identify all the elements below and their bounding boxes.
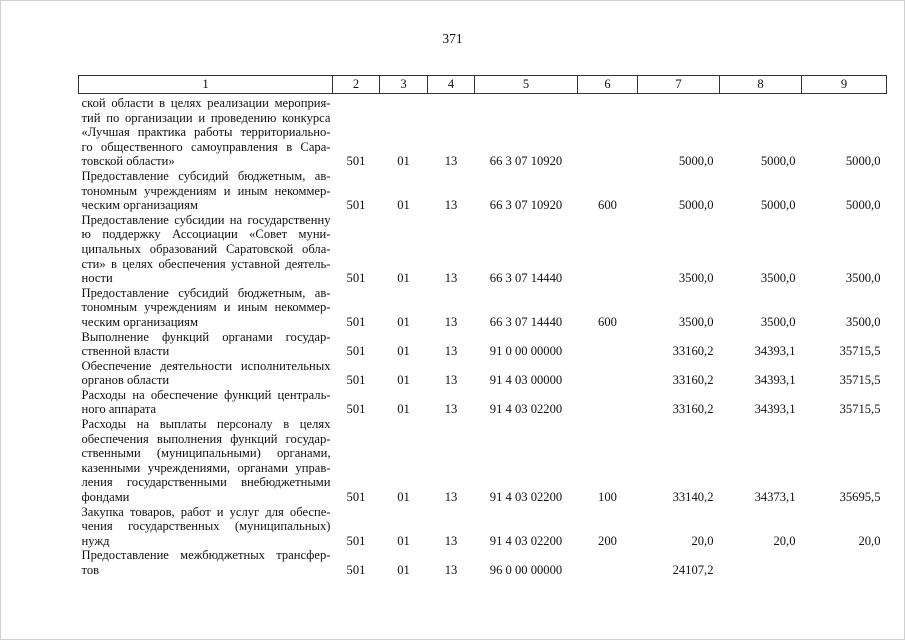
description-line: фондами <box>81 490 130 505</box>
table-row <box>79 330 887 359</box>
description-line: Предоставление субсидий бюджетным, ав- <box>81 285 331 300</box>
cell-razdel: 01 <box>397 533 410 548</box>
table-row <box>79 94 887 169</box>
cell-target: 91 4 03 00000 <box>489 373 563 388</box>
cell-year2: 34373,1 <box>754 490 796 505</box>
description-line: нужд <box>81 533 110 548</box>
cell-year2: 34393,1 <box>754 373 796 388</box>
cell-podrazdel: 13 <box>444 563 458 577</box>
cell-year3: 35695,5 <box>839 490 881 505</box>
table-row <box>79 286 887 330</box>
description-line: ности <box>81 271 113 286</box>
description-line: тономным учреждениям и иным некоммер- <box>81 300 331 315</box>
cell-target: 66 3 07 14440 <box>489 271 563 286</box>
cell-year2: 3500,0 <box>760 314 796 329</box>
cell-year2: 34393,1 <box>754 402 796 417</box>
description-line: Расходы на выплаты персоналу в целях <box>81 417 331 432</box>
cell-podrazdel: 13 <box>444 533 458 548</box>
cell-year1: 3500,0 <box>678 314 714 329</box>
table-row <box>79 359 887 388</box>
cell-year2: 3500,0 <box>760 271 796 286</box>
cell-year1: 33160,2 <box>672 344 714 359</box>
cell-podrazdel: 13 <box>444 373 458 388</box>
row-description <box>79 388 333 417</box>
description-line: Предоставление субсидий бюджетным, ав- <box>81 168 331 183</box>
cell-vid <box>578 359 638 388</box>
cell-podrazdel: 13 <box>444 490 458 505</box>
cell-year3 <box>802 548 887 577</box>
cell-target: 91 4 03 02200 <box>489 533 563 548</box>
description-line: тий по организации и проведению конкурса <box>81 110 331 125</box>
cell-year2: 20,0 <box>773 533 796 548</box>
cell-podrazdel: 13 <box>444 198 458 213</box>
description-line: органов области <box>81 373 170 388</box>
row-description <box>79 94 333 169</box>
table-row <box>79 417 887 505</box>
cell-razdel: 01 <box>397 198 410 213</box>
description-line: ления государственными внебюджетными <box>81 475 331 490</box>
row-description <box>79 359 333 388</box>
cell-vid <box>578 330 638 359</box>
table-row <box>79 213 887 286</box>
row-description <box>79 169 333 213</box>
description-line: ственной власти <box>81 344 170 359</box>
cell-year1: 5000,0 <box>678 198 714 213</box>
cell-ved: 501 <box>346 271 366 286</box>
cell-target: 91 0 00 00000 <box>489 344 563 359</box>
description-line: ственными (муниципальными) органами, <box>81 446 331 461</box>
cell-ved: 501 <box>346 154 366 169</box>
row-description <box>79 417 333 505</box>
cell-year2: 5000,0 <box>760 198 796 213</box>
cell-target: 91 4 03 02200 <box>489 490 563 505</box>
row-description <box>79 505 333 549</box>
cell-vid <box>578 94 638 169</box>
description-line: ческим организациям <box>81 314 198 329</box>
description-line: Закупка товаров, работ и услуг для обеспе- <box>81 504 331 519</box>
cell-year2: 34393,1 <box>754 344 796 359</box>
description-line: Расходы на обеспечение функций централь- <box>81 387 331 402</box>
cell-year2 <box>720 548 802 577</box>
row-description <box>79 548 333 577</box>
cell-year2: 5000,0 <box>760 154 796 169</box>
cell-ved: 501 <box>346 490 366 505</box>
description-line: сти» в целях обеспечения уставной деятель- <box>81 256 331 271</box>
cell-podrazdel: 13 <box>444 154 458 169</box>
col-header: 1 <box>79 76 333 94</box>
cell-year3: 3500,0 <box>845 314 881 329</box>
col-header: 8 <box>720 76 802 94</box>
cell-razdel: 01 <box>397 402 410 417</box>
cell-year3: 5000,0 <box>845 198 881 213</box>
cell-vid: 200 <box>598 533 617 548</box>
cell-year3: 5000,0 <box>845 154 881 169</box>
cell-ved: 501 <box>346 198 366 213</box>
cell-year3: 35715,5 <box>839 373 881 388</box>
col-header: 4 <box>428 76 475 94</box>
cell-razdel: 01 <box>397 490 410 505</box>
description-line: ного аппарата <box>81 402 157 417</box>
cell-target: 66 3 07 14440 <box>489 314 563 329</box>
cell-ved: 501 <box>346 563 366 577</box>
col-header: 9 <box>802 76 887 94</box>
cell-year1: 3500,0 <box>678 271 714 286</box>
cell-year1: 33160,2 <box>672 402 714 417</box>
table-row <box>79 505 887 549</box>
table-row <box>79 169 887 213</box>
description-line: Предоставление субсидии на государственну <box>81 212 331 227</box>
cell-podrazdel: 13 <box>444 344 458 359</box>
header-row <box>79 76 887 94</box>
cell-vid: 600 <box>598 314 617 329</box>
cell-target: 66 3 07 10920 <box>489 198 563 213</box>
cell-razdel: 01 <box>397 314 410 329</box>
cell-ved: 501 <box>346 373 366 388</box>
description-line: го общественного самоуправления в Сара- <box>81 139 331 154</box>
cell-year3: 20,0 <box>858 533 881 548</box>
col-header: 7 <box>638 76 720 94</box>
row-description <box>79 286 333 330</box>
cell-razdel: 01 <box>397 271 410 286</box>
cell-year1: 20,0 <box>691 533 714 548</box>
table-row <box>79 548 887 577</box>
cell-razdel: 01 <box>397 154 410 169</box>
cell-year1: 5000,0 <box>678 154 714 169</box>
description-line: товской области» <box>81 154 175 169</box>
cell-year1: 33140,2 <box>672 490 714 505</box>
description-line: Обеспечение деятельности исполнительных <box>81 358 331 373</box>
cell-target: 96 0 00 00000 <box>489 563 563 577</box>
cell-ved: 501 <box>346 402 366 417</box>
cell-ved: 501 <box>346 533 366 548</box>
cell-vid <box>578 548 638 577</box>
cell-vid <box>578 213 638 286</box>
cell-target: 66 3 07 10920 <box>489 154 563 169</box>
description-line: тов <box>81 563 100 577</box>
budget-table <box>78 75 887 578</box>
description-line: Выполнение функций органами государ- <box>81 329 331 344</box>
description-line: «Лучшая практика работы территориально- <box>81 125 331 140</box>
cell-podrazdel: 13 <box>444 402 458 417</box>
table-body <box>79 94 887 578</box>
cell-vid: 100 <box>598 490 617 505</box>
cell-vid <box>578 388 638 417</box>
description-line: казенными учреждениями, органами управ- <box>81 460 331 475</box>
description-line: ской области в целях реализации мероприя- <box>81 96 331 110</box>
cell-vid: 600 <box>598 198 617 213</box>
description-line: тономным учреждениям и иным некоммер- <box>81 183 331 198</box>
cell-year1: 33160,2 <box>672 373 714 388</box>
col-header: 2 <box>333 76 380 94</box>
cell-ved: 501 <box>346 314 366 329</box>
cell-razdel: 01 <box>397 563 410 577</box>
cell-year3: 35715,5 <box>839 344 881 359</box>
description-line: Предоставление межбюджетных трансфер- <box>81 548 331 563</box>
description-line: ципальных образований Саратовской обла- <box>81 241 331 256</box>
cell-razdel: 01 <box>397 373 410 388</box>
description-line: ческим организациям <box>81 198 198 213</box>
cell-year3: 3500,0 <box>845 271 881 286</box>
col-header: 6 <box>578 76 638 94</box>
description-line: обеспечения выполнения функций государ- <box>81 431 331 446</box>
col-header: 3 <box>380 76 428 94</box>
row-description <box>79 330 333 359</box>
cell-ved: 501 <box>346 344 366 359</box>
col-header: 5 <box>475 76 578 94</box>
cell-razdel: 01 <box>397 344 410 359</box>
description-line: чения государственных (муниципальных) <box>81 519 331 534</box>
cell-podrazdel: 13 <box>444 271 458 286</box>
cell-year3: 35715,5 <box>839 402 881 417</box>
description-line: ю поддержку Ассоциации «Совет муни- <box>81 227 331 242</box>
cell-podrazdel: 13 <box>444 314 458 329</box>
row-description <box>79 213 333 286</box>
page-number: 371 <box>442 31 463 46</box>
table-row <box>79 388 887 417</box>
cell-target: 91 4 03 02200 <box>489 402 563 417</box>
cell-year1: 24107,2 <box>672 563 714 577</box>
